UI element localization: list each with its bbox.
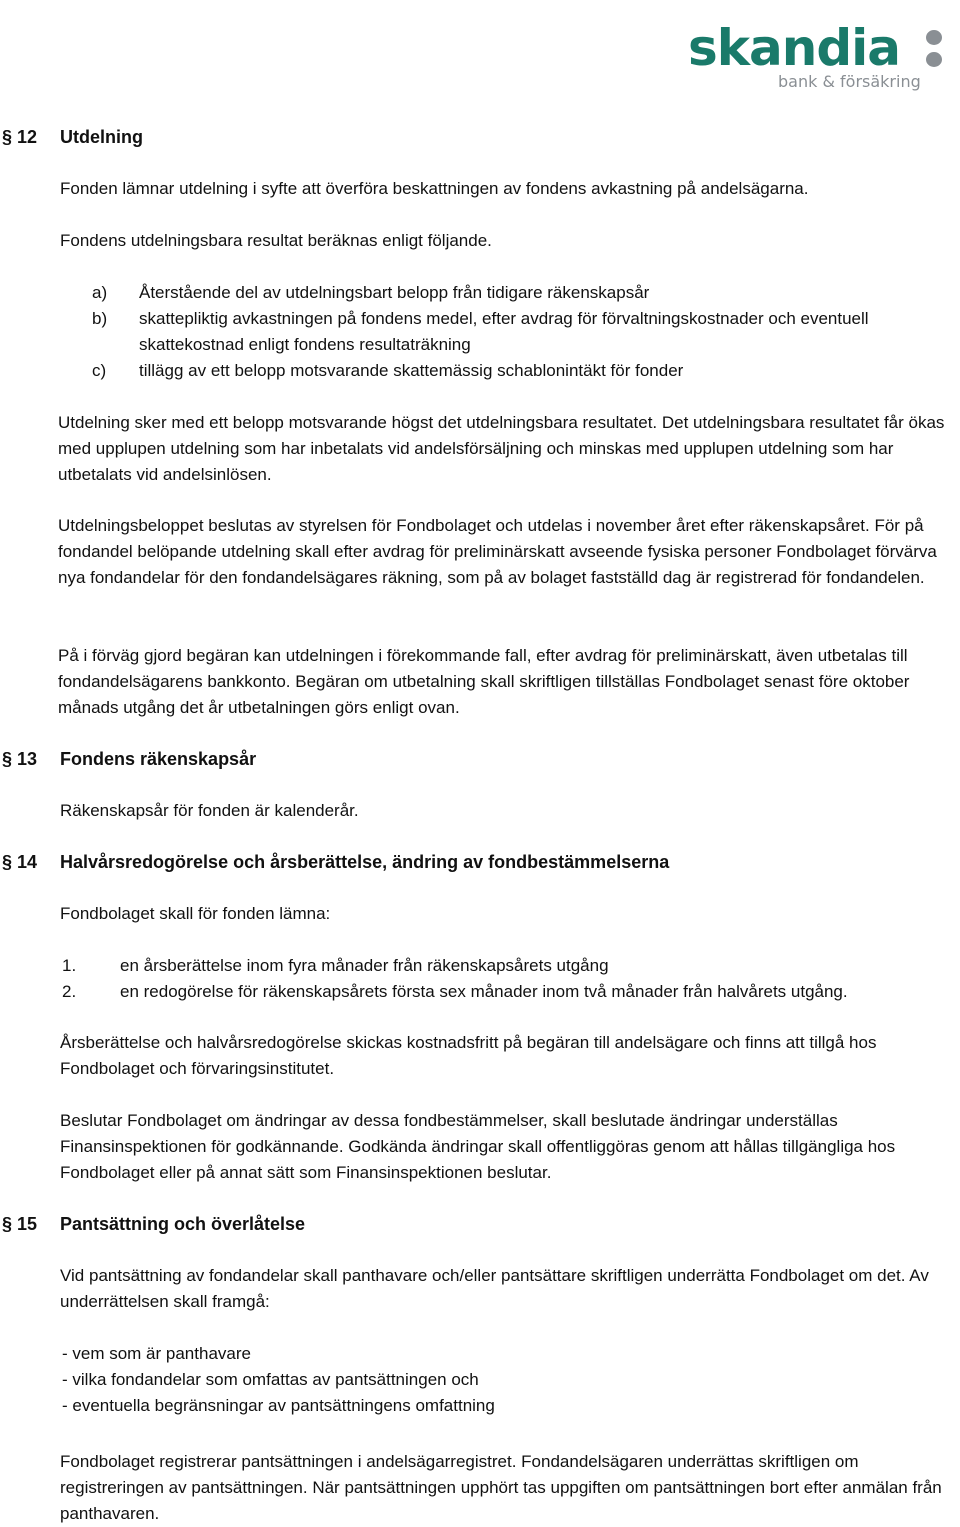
list-marker: 1. xyxy=(62,956,77,975)
logo-wordmark: skandia xyxy=(688,19,901,77)
logo-dots-icon xyxy=(926,30,944,70)
paragraph: Årsberättelse och halvårsredogörelse skickas kostnadsfritt på begäran till andelsägare och finns att tillgå hos Fondbolaget och förvaringsinstitutet. xyxy=(60,1033,877,1078)
list-text: tillägg av ett belopp motsvarande skattemässig schablonintäkt för fonder xyxy=(139,361,684,380)
section-title: Halvårsredogörelse och årsberättelse, ändring av fondbestämmelserna xyxy=(60,852,670,872)
list-text: en årsberättelse inom fyra månader från räkenskapsårets utgång xyxy=(120,956,609,975)
list-marker: a) xyxy=(92,283,108,302)
paragraph: Räkenskapsår för fonden är kalenderår. xyxy=(60,801,359,820)
paragraph: Fonden lämnar utdelning i syfte att överföra beskattningen av fondens avkastning på andelsägarna. xyxy=(60,179,809,198)
skandia-logo xyxy=(688,20,950,96)
dash-list-item: - vem som är panthavare xyxy=(62,1344,251,1363)
list-text: en redogörelse för räkenskapsårets första sex månader inom två månader från halvårets utgång. xyxy=(120,982,848,1001)
list-marker: b) xyxy=(92,309,108,328)
dash-list-item: - eventuella begränsningar av pantsättningens omfattning xyxy=(62,1396,495,1415)
list-text: skattepliktig avkastningen på fondens medel, efter avdrag för förvaltningskostnader och eventuell skattekostnad enligt fondens resultaträkning xyxy=(139,309,869,354)
paragraph: Fondens utdelningsbara resultat beräknas enligt följande. xyxy=(60,231,492,250)
paragraph: Vid pantsättning av fondandelar skall panthavare och/eller pantsättare skriftligen underrätta Fondbolaget om det. Av underrättelsen skall framgå: xyxy=(60,1266,929,1311)
section-title: Pantsättning och överlåtelse xyxy=(60,1214,306,1234)
list-marker: 2. xyxy=(62,982,77,1001)
section-number: § 14 xyxy=(2,852,38,872)
logo-tagline: bank & försäkring xyxy=(778,72,921,91)
section-number: § 12 xyxy=(2,127,38,147)
section-number: § 15 xyxy=(2,1214,38,1234)
section-number: § 13 xyxy=(2,749,38,769)
paragraph: Beslutar Fondbolaget om ändringar av dessa fondbestämmelser, skall beslutade ändringar underställas Finansinspektionen för godkännande. Godkända ändringar skall offentliggöras genom att hållas tillgängliga hos Fondbolaget eller på annat sätt som Finansinspektionen beslutar. xyxy=(60,1111,896,1182)
paragraph: Utdelning sker med ett belopp motsvarande högst det utdelningsbara resultatet. Det utdelningsbara resultatet får ökas med upplupen utdelning som har inbetalats vid andelsförsäljning och minskas med upplupen utdelning som har utbetalats vid andelsinlösen. xyxy=(58,413,945,484)
list-marker: c) xyxy=(92,361,107,380)
dash-list-item: - vilka fondandelar som omfattas av pantsättningen och xyxy=(62,1370,479,1389)
paragraph: På i förväg gjord begäran kan utdelningen i förekommande fall, efter avdrag för preliminärskatt, även utbetalas till fondandelsägarens bankkonto. Begäran om utbetalning skall skriftligen tillställas Fondbolaget senast före oktober månads utgång det år utbetalningen görs enligt ovan. xyxy=(58,646,910,717)
paragraph: Utdelningsbeloppet beslutas av styrelsen för Fondbolaget och utdelas i november året efter räkenskapsåret. För på fondandel belöpande utdelning skall efter avdrag för preliminärskatt avseende fysiska personer Fondbolaget förvärva nya fondandelar för den fondandelsägares räkning, som på av bolaget fastställd dag är registrerad för fondandelen. xyxy=(58,516,937,587)
section-title: Fondens räkenskapsår xyxy=(60,749,257,769)
section-title: Utdelning xyxy=(60,127,143,147)
list-text: Återstående del av utdelningsbart belopp från tidigare räkenskapsår xyxy=(139,283,650,302)
paragraph: Fondbolaget skall för fonden lämna: xyxy=(60,904,331,923)
paragraph: Fondbolaget registrerar pantsättningen i andelsägarregistret. Fondandelsägaren underrättas skriftligen om registreringen av pantsättningen. När pantsättningen upphört tas uppgiften om pantsättningen bort efter anmälan från panthavaren. xyxy=(60,1452,942,1523)
